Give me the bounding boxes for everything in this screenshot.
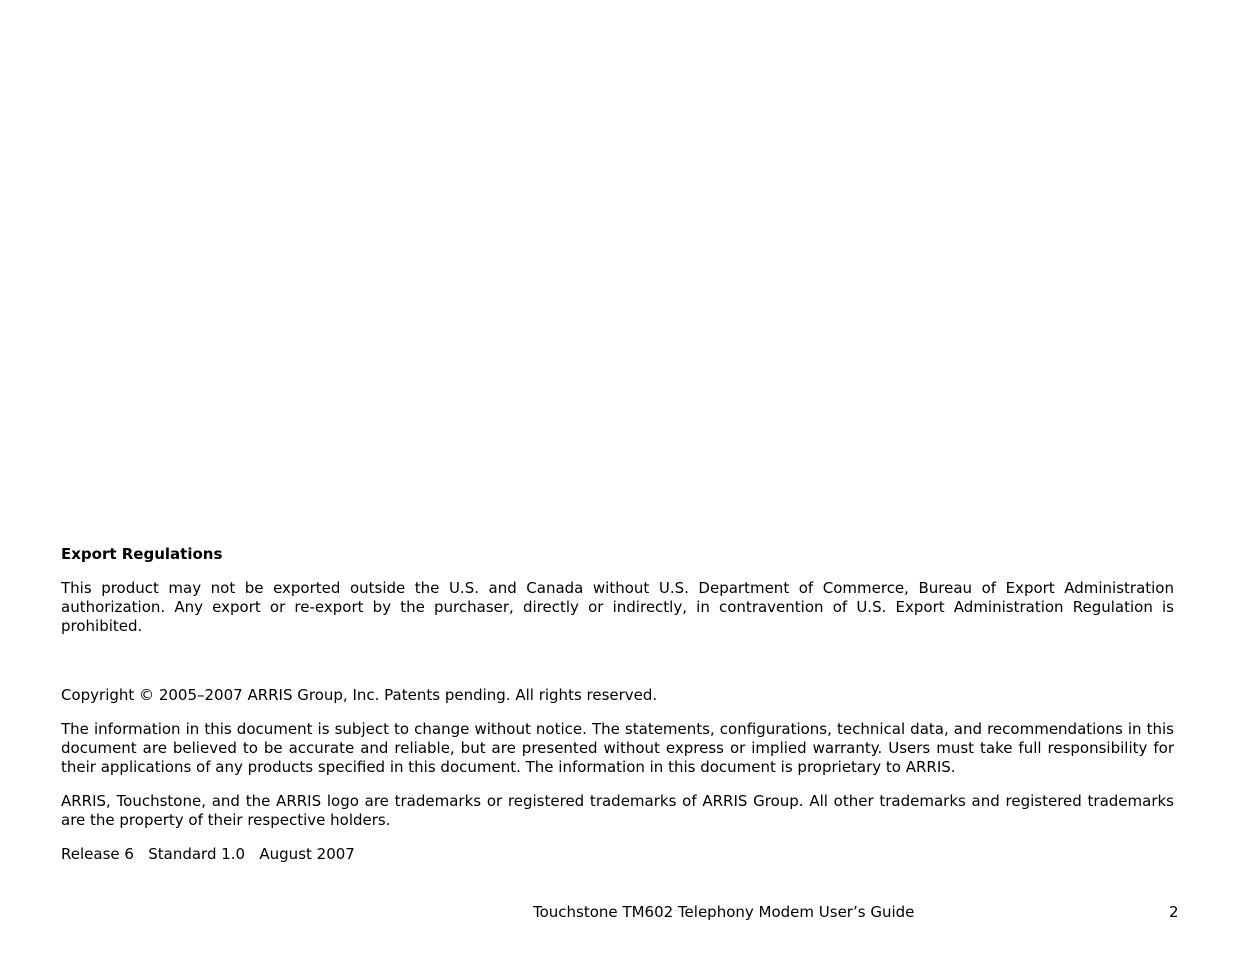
- page-number: 2: [1169, 903, 1179, 921]
- disclaimer-text: The information in this document is subject to change without notice. The statements, configurations, technical data, and recommendations in this document are believed to be accurate and reliable, but are presented without express or implied warranty. Users must take full responsibility for their applications of any products specified in this document. The information in this document is proprietary to ARRIS.: [61, 720, 1174, 776]
- document-body: [61, 545, 1174, 864]
- copyright-notice: Copyright © 2005–2007 ARRIS Group, Inc. Patents pending. All rights reserved.: [61, 686, 658, 704]
- footer-document-title: Touchstone TM602 Telephony Modem User’s Guide: [533, 903, 915, 921]
- export-regulations-heading: Export Regulations: [61, 545, 223, 563]
- export-regulations-text: This product may not be exported outside the U.S. and Canada without U.S. Department of Commerce, Bureau of Export Administration authorization. Any export or re-export by the purchaser, directly or indirectly, in contravention of U.S. Export Administration Regulation is prohibited.: [61, 579, 1174, 635]
- trademarks-text: ARRIS, Touchstone, and the ARRIS logo are trademarks or registered trademarks of ARRIS Group. All other trademarks and registered trademarks are the property of their respective holders.: [61, 792, 1174, 829]
- release-info: Release 6 Standard 1.0 August 2007: [61, 845, 355, 863]
